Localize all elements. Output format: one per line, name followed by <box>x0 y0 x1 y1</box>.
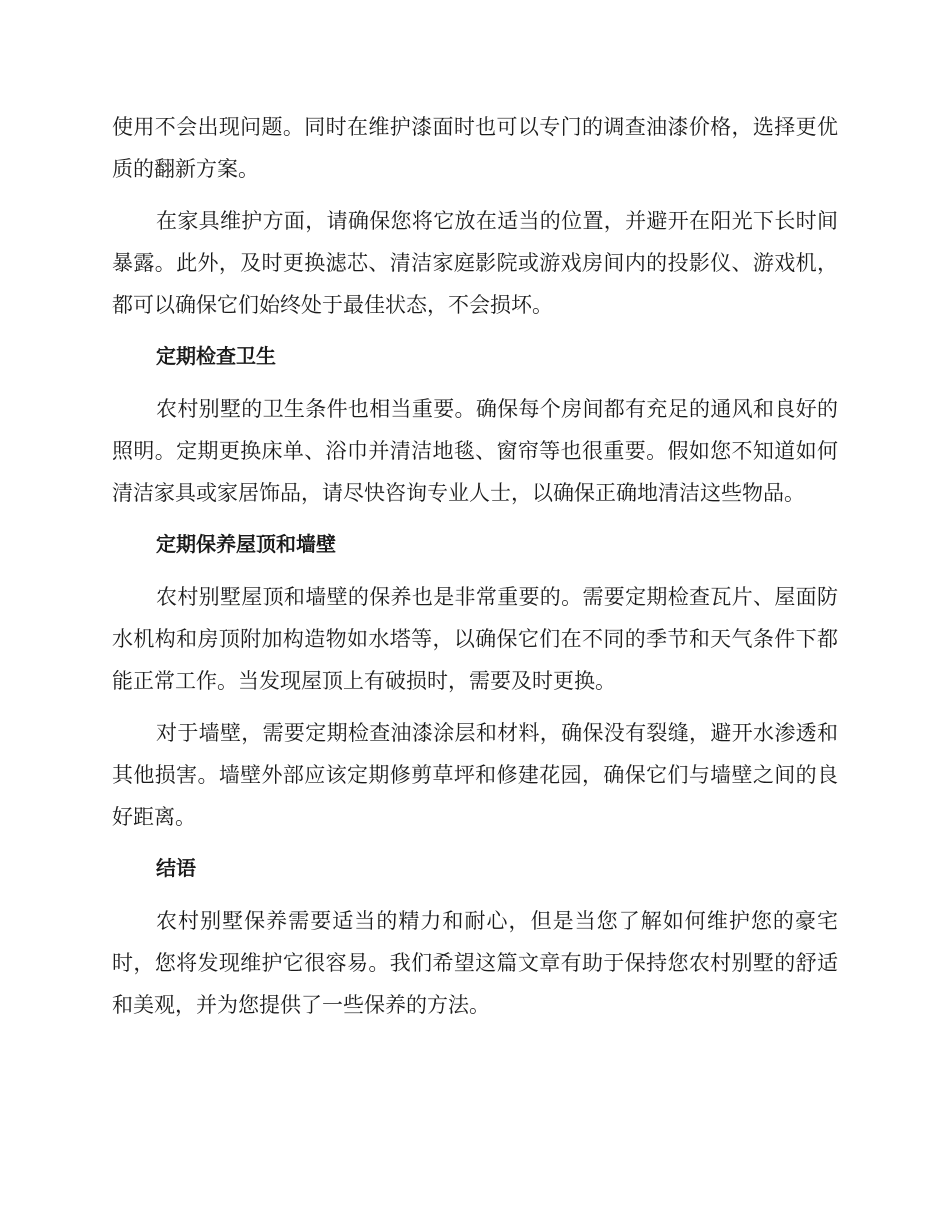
paragraph-walls: 对于墙壁，需要定期检查油漆涂层和材料，确保没有裂缝，避开水渗透和其他损害。墙壁外部应该定期修剪草坪和修建花园，确保它们与墙壁之间的良好距离。 <box>112 721 838 829</box>
paragraph-furniture-maintenance: 在家具维护方面，请确保您将它放在适当的位置，并避开在阳光下长时间暴露。此外，及时更换滤芯、清洁家庭影院或游戏房间内的投影仪、游戏机，都可以确保它们始终处于最佳状态，不会损坏。 <box>112 209 838 317</box>
paragraph-paint-maintenance: 使用不会出现问题。同时在维护漆面时也可以专门的调查油漆价格，选择更优质的翻新方案。 <box>112 115 838 181</box>
section-heading-conclusion: 结语 <box>156 856 196 880</box>
paragraph-hygiene: 农村别墅的卫生条件也相当重要。确保每个房间都有充足的通风和良好的照明。定期更换床单、浴巾并清洁地毯、窗帘等也很重要。假如您不知道如何清洁家具或家居饰品，请尽快咨询专业人士，以确保正确地清洁这些物品。 <box>112 397 838 505</box>
section-heading-roof-walls: 定期保养屋顶和墙壁 <box>156 532 336 556</box>
paragraph-roof: 农村别墅屋顶和墙壁的保养也是非常重要的。需要定期检查瓦片、屋面防水机构和房顶附加构造物如水塔等，以确保它们在不同的季节和天气条件下都能正常工作。当发现屋顶上有破损时，需要及时更换。 <box>112 585 838 693</box>
paragraph-conclusion: 农村别墅保养需要适当的精力和耐心，但是当您了解如何维护您的豪宅时，您将发现维护它很容易。我们希望这篇文章有助于保持您农村别墅的舒适和美观，并为您提供了一些保养的方法。 <box>112 909 838 1017</box>
section-heading-hygiene: 定期检查卫生 <box>156 344 276 368</box>
